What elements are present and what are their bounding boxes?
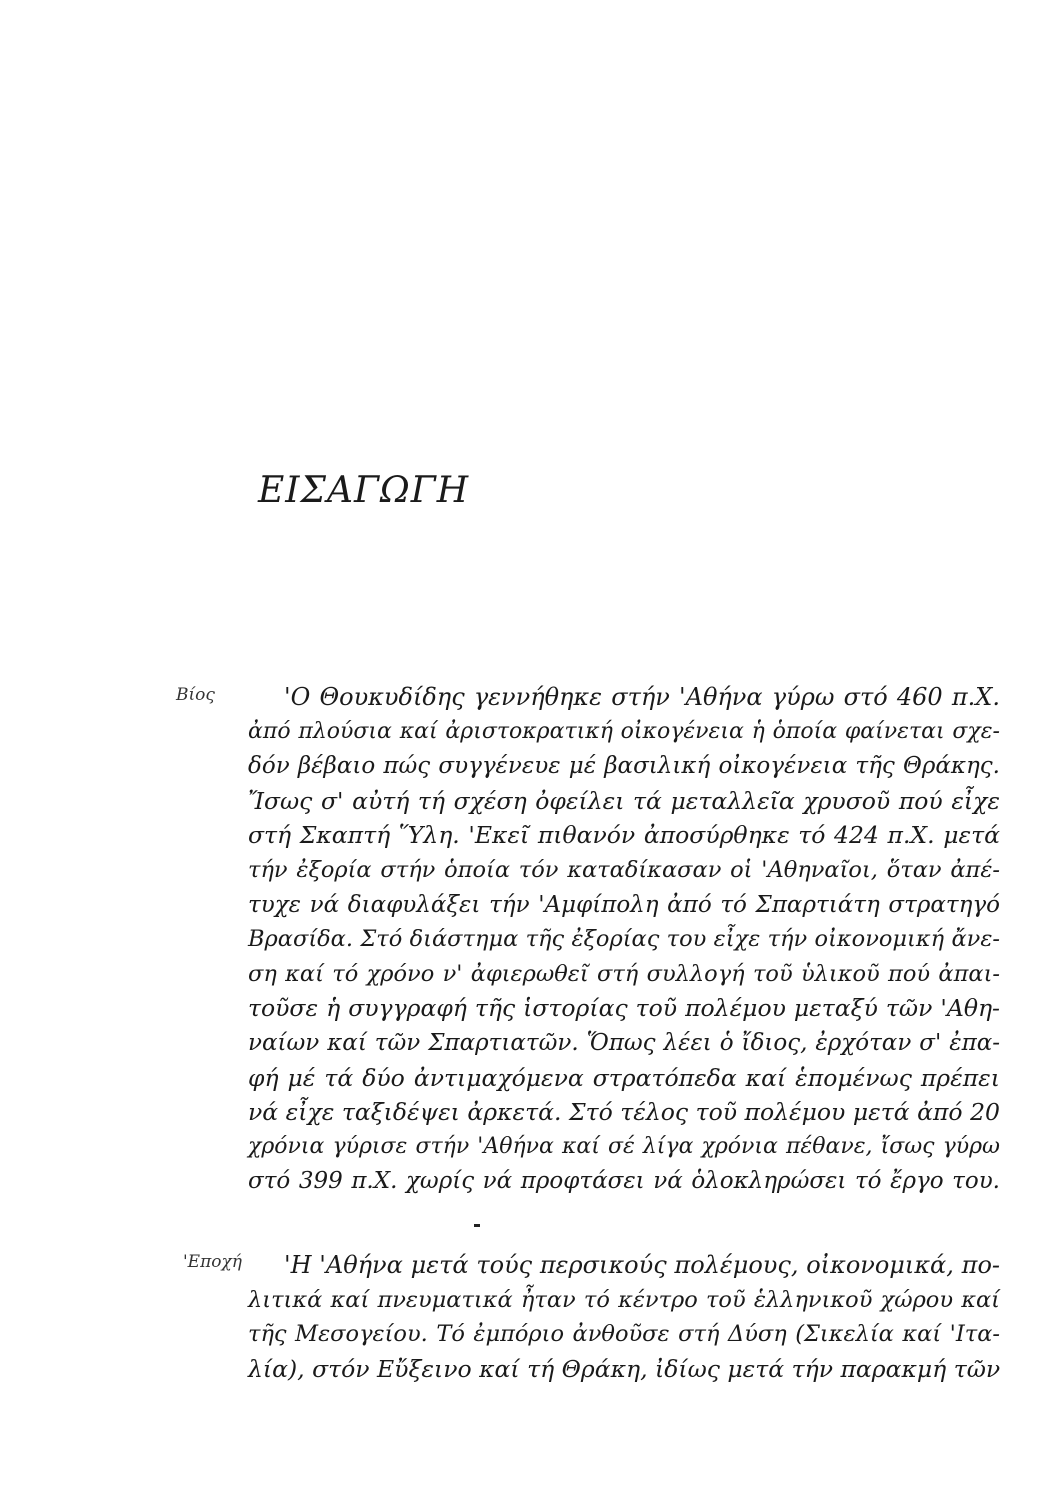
text-line: 'Ο Θουκυδίδης γεννήθηκε στήν 'Αθήνα γύρω στό 460 π.Χ. bbox=[284, 683, 1000, 711]
text-line: λία), στόν Εὔξεινο καί τή Θράκη, ἰδίως μετά τήν παρακμή τῶν bbox=[248, 1354, 1001, 1383]
text-line: Ἴσως σ' αὐτή τή σχέση ὀφείλει τά μεταλλεῖα χρυσοῦ πού εἶχε bbox=[248, 786, 1000, 815]
text-line: λιτικά καί πνευματικά ἦταν τό κέντρο τοῦ ἑλληνικοῦ χώρου καί bbox=[248, 1286, 1000, 1313]
text-line: στή Σκαπτή Ὕλη. 'Εκεῖ πιθανόν ἀποσύρθηκε τό 424 π.Χ. μετά bbox=[248, 821, 1000, 850]
dash-mark bbox=[474, 1224, 480, 1227]
text-line: χρόνια γύρισε στήν 'Αθήνα καί σέ λίγα χρόνια πέθανε, ἴσως γύρω bbox=[248, 1133, 1000, 1159]
text-line: Βρασίδα. Στό διάστημα τῆς ἐξορίας του εἶχε τήν οἰκονομική ἄνε- bbox=[248, 926, 1000, 953]
text-line: ση καί τό χρόνο ν' ἀφιερωθεῖ στή συλλογή τοῦ ὑλικοῦ πού ἀπαι- bbox=[248, 960, 1000, 987]
paragraph-bios bbox=[248, 680, 1000, 1199]
text-line: ἀπό πλούσια καί ἀριστοκρατική οἰκογένεια ἡ ὁποία φαίνεται σχε- bbox=[248, 718, 1000, 744]
text-line: τῆς Μεσογείου. Τό ἐμπόριο ἀνθοῦσε στή Δύση (Σικελία καί 'Ιτα- bbox=[248, 1321, 1000, 1348]
text-line: τοῦσε ἡ συγγραφή τῆς ἱστορίας τοῦ πολέμου μεταξύ τῶν 'Αθη- bbox=[248, 994, 1000, 1023]
text-line: 'Η 'Αθήνα μετά τούς περσικούς πολέμους, οἰκονομικά, πο- bbox=[284, 1251, 1000, 1279]
text-line: δόν βέβαιο πώς συγγένευε μέ βασιλική οἰκογένεια τῆς Θράκης. bbox=[248, 753, 1000, 780]
paragraph-epochi bbox=[248, 1248, 1000, 1386]
margin-label-bios: Βίος bbox=[176, 685, 215, 705]
text-line: τυχε νά διαφυλάξει τήν 'Αμφίπολη ἀπό τό Σπαρτιάτη στρατηγό bbox=[248, 891, 1000, 918]
page-title: ΕΙΣΑΓΩΓΗ bbox=[258, 470, 470, 511]
text-line: τήν ἐξορία στήν ὁποία τόν καταδίκασαν οἱ 'Αθηναῖοι, ὅταν ἀπέ- bbox=[248, 856, 1000, 883]
text-line: φή μέ τά δύο ἀντιμαχόμενα στρατόπεδα καί ἑπομένως πρέπει bbox=[248, 1063, 1000, 1092]
text-line: ναίων καί τῶν Σπαρτιατῶν. Ὅπως λέει ὁ ἴδιος, ἐρχόταν σ' ἐπα- bbox=[248, 1029, 1000, 1056]
text-line: στό 399 π.Χ. χωρίς νά προφτάσει νά ὁλοκληρώσει τό ἔργο του. bbox=[248, 1168, 1000, 1195]
text-line: νά εἶχε ταξιδέψει ἀρκετά. Στό τέλος τοῦ πολέμου μετά ἀπό 20 bbox=[248, 1098, 1000, 1127]
margin-label-epochi: 'Εποχή bbox=[183, 1252, 242, 1272]
